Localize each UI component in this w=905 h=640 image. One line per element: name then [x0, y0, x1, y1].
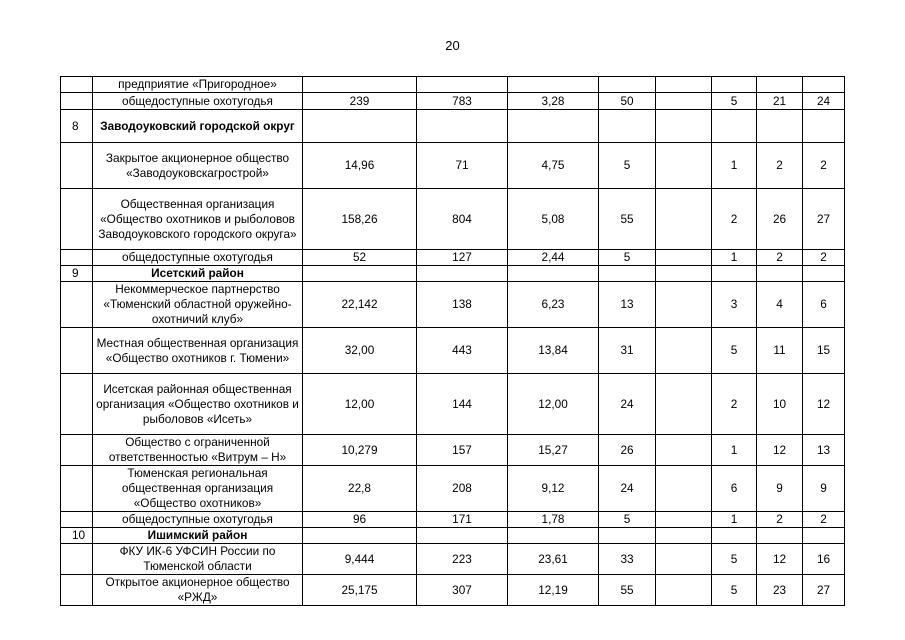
area-cell: 14,96 [303, 143, 417, 189]
limit-b-cell: 11 [757, 328, 803, 374]
quota-cell: 5 [599, 512, 656, 528]
row-number-cell: 8 [61, 110, 93, 143]
limit-b-cell [757, 110, 803, 143]
organization-cell: Закрытое акционерное общество «Заводоуковскагрострой» [93, 143, 303, 189]
density-cell [508, 77, 599, 93]
empty-cell [656, 282, 712, 328]
density-cell: 12,00 [508, 374, 599, 435]
count-cell: 144 [417, 374, 508, 435]
density-cell: 13,84 [508, 328, 599, 374]
empty-cell [656, 143, 712, 189]
density-cell: 4,75 [508, 143, 599, 189]
table-row [61, 250, 845, 266]
limit-a-cell: 1 [712, 512, 757, 528]
density-cell: 3,28 [508, 93, 599, 110]
area-cell: 9,444 [303, 544, 417, 575]
density-cell: 1,78 [508, 512, 599, 528]
quota-cell: 5 [599, 250, 656, 266]
table-row [61, 374, 845, 435]
limit-b-cell [757, 266, 803, 282]
area-cell: 12,00 [303, 374, 417, 435]
limit-a-cell [712, 528, 757, 544]
quota-cell [599, 110, 656, 143]
count-cell: 307 [417, 575, 508, 606]
organization-cell: Открытое акционерное общество «РЖД» [93, 575, 303, 606]
row-number-cell [61, 328, 93, 374]
table-row [61, 189, 845, 250]
limit-c-cell: 16 [803, 544, 845, 575]
empty-cell [656, 512, 712, 528]
row-number-cell [61, 575, 93, 606]
limit-c-cell: 2 [803, 512, 845, 528]
quota-cell: 50 [599, 93, 656, 110]
table-row [61, 282, 845, 328]
section-row [61, 266, 845, 282]
area-cell: 239 [303, 93, 417, 110]
count-cell: 804 [417, 189, 508, 250]
row-number-cell [61, 435, 93, 466]
empty-cell [656, 77, 712, 93]
count-cell [417, 110, 508, 143]
density-cell: 9,12 [508, 466, 599, 512]
area-cell: 22,8 [303, 466, 417, 512]
section-row [61, 110, 845, 143]
area-cell: 52 [303, 250, 417, 266]
limit-b-cell: 23 [757, 575, 803, 606]
limit-b-cell: 4 [757, 282, 803, 328]
limit-a-cell: 5 [712, 328, 757, 374]
area-cell [303, 266, 417, 282]
limit-c-cell [803, 110, 845, 143]
count-cell: 157 [417, 435, 508, 466]
organization-cell: общедоступные охотугодья [93, 250, 303, 266]
limit-b-cell [757, 528, 803, 544]
density-cell: 23,61 [508, 544, 599, 575]
limit-b-cell [757, 77, 803, 93]
table-row [61, 466, 845, 512]
organization-cell: ФКУ ИК-6 УФСИН России по Тюменской области [93, 544, 303, 575]
table-row [61, 93, 845, 110]
quota-cell: 13 [599, 282, 656, 328]
limit-b-cell: 21 [757, 93, 803, 110]
row-number-cell [61, 544, 93, 575]
area-cell: 25,175 [303, 575, 417, 606]
count-cell: 223 [417, 544, 508, 575]
organization-cell: Исетский район [93, 266, 303, 282]
area-cell: 22,142 [303, 282, 417, 328]
table-row [61, 512, 845, 528]
empty-cell [656, 575, 712, 606]
table-row [61, 328, 845, 374]
quota-cell [599, 266, 656, 282]
organization-cell: Тюменская региональная общественная организация «Общество охотников» [93, 466, 303, 512]
limit-a-cell [712, 77, 757, 93]
count-cell: 171 [417, 512, 508, 528]
empty-cell [656, 544, 712, 575]
area-cell: 96 [303, 512, 417, 528]
density-cell [508, 528, 599, 544]
quota-cell [599, 77, 656, 93]
limit-c-cell: 2 [803, 250, 845, 266]
limit-b-cell: 2 [757, 250, 803, 266]
count-cell: 783 [417, 93, 508, 110]
limit-a-cell: 5 [712, 93, 757, 110]
count-cell: 127 [417, 250, 508, 266]
row-number-cell [61, 77, 93, 93]
row-number-cell: 10 [61, 528, 93, 544]
limit-a-cell: 2 [712, 189, 757, 250]
count-cell [417, 528, 508, 544]
quota-cell: 31 [599, 328, 656, 374]
limit-a-cell [712, 266, 757, 282]
limit-a-cell: 1 [712, 250, 757, 266]
row-number-cell [61, 143, 93, 189]
quota-cell: 26 [599, 435, 656, 466]
row-number-cell [61, 282, 93, 328]
area-cell: 10,279 [303, 435, 417, 466]
limit-c-cell: 27 [803, 189, 845, 250]
limit-b-cell: 2 [757, 143, 803, 189]
organization-cell: общедоступные охотугодья [93, 93, 303, 110]
organization-cell: Местная общественная организация «Общество охотников г. Тюмени» [93, 328, 303, 374]
limit-c-cell: 6 [803, 282, 845, 328]
limit-b-cell: 2 [757, 512, 803, 528]
hunting-grounds-table [60, 76, 845, 606]
density-cell: 6,23 [508, 282, 599, 328]
empty-cell [656, 466, 712, 512]
row-number-cell [61, 374, 93, 435]
table-row [61, 544, 845, 575]
limit-c-cell: 9 [803, 466, 845, 512]
organization-cell: общедоступные охотугодья [93, 512, 303, 528]
empty-cell [656, 110, 712, 143]
empty-cell [656, 328, 712, 374]
limit-c-cell [803, 266, 845, 282]
limit-a-cell: 5 [712, 544, 757, 575]
density-cell [508, 266, 599, 282]
limit-c-cell: 13 [803, 435, 845, 466]
limit-a-cell: 1 [712, 143, 757, 189]
limit-a-cell: 3 [712, 282, 757, 328]
area-cell [303, 77, 417, 93]
row-number-cell [61, 512, 93, 528]
empty-cell [656, 250, 712, 266]
table-row [61, 77, 845, 93]
quota-cell: 24 [599, 374, 656, 435]
count-cell: 138 [417, 282, 508, 328]
empty-cell [656, 266, 712, 282]
empty-cell [656, 374, 712, 435]
density-cell [508, 110, 599, 143]
empty-cell [656, 435, 712, 466]
organization-cell: Ишимский район [93, 528, 303, 544]
limit-b-cell: 9 [757, 466, 803, 512]
row-number-cell [61, 93, 93, 110]
row-number-cell [61, 466, 93, 512]
limit-a-cell: 2 [712, 374, 757, 435]
count-cell [417, 77, 508, 93]
organization-cell: Заводоуковский городской округ [93, 110, 303, 143]
count-cell [417, 266, 508, 282]
organization-cell: Некоммерческое партнерство «Тюменский областной оружейно-охотничий клуб» [93, 282, 303, 328]
organization-cell: Общественная организация «Общество охотников и рыболовов Заводоуковского городского округа» [93, 189, 303, 250]
quota-cell [599, 528, 656, 544]
limit-c-cell: 12 [803, 374, 845, 435]
organization-cell: Общество с ограниченной ответственностью «Витрум – Н» [93, 435, 303, 466]
table-row [61, 435, 845, 466]
limit-b-cell: 26 [757, 189, 803, 250]
limit-a-cell: 6 [712, 466, 757, 512]
quota-cell: 5 [599, 143, 656, 189]
limit-b-cell: 12 [757, 435, 803, 466]
area-cell: 158,26 [303, 189, 417, 250]
row-number-cell: 9 [61, 266, 93, 282]
quota-cell: 55 [599, 189, 656, 250]
limit-c-cell: 15 [803, 328, 845, 374]
limit-c-cell: 27 [803, 575, 845, 606]
limit-c-cell: 2 [803, 143, 845, 189]
table-row [61, 575, 845, 606]
limit-c-cell: 24 [803, 93, 845, 110]
area-cell [303, 110, 417, 143]
count-cell: 208 [417, 466, 508, 512]
empty-cell [656, 93, 712, 110]
limit-b-cell: 12 [757, 544, 803, 575]
area-cell [303, 528, 417, 544]
count-cell: 71 [417, 143, 508, 189]
density-cell: 2,44 [508, 250, 599, 266]
quota-cell: 33 [599, 544, 656, 575]
table-row [61, 143, 845, 189]
count-cell: 443 [417, 328, 508, 374]
quota-cell: 55 [599, 575, 656, 606]
limit-b-cell: 10 [757, 374, 803, 435]
limit-c-cell [803, 77, 845, 93]
section-row [61, 528, 845, 544]
area-cell: 32,00 [303, 328, 417, 374]
row-number-cell [61, 250, 93, 266]
page-number: 20 [445, 38, 460, 53]
quota-cell: 24 [599, 466, 656, 512]
organization-cell: Исетская районная общественная организация «Общество охотников и рыболовов «Исеть» [93, 374, 303, 435]
organization-cell: предприятие «Пригородное» [93, 77, 303, 93]
row-number-cell [61, 189, 93, 250]
limit-a-cell: 1 [712, 435, 757, 466]
table-body [61, 77, 845, 606]
limit-c-cell [803, 528, 845, 544]
density-cell: 15,27 [508, 435, 599, 466]
density-cell: 12,19 [508, 575, 599, 606]
empty-cell [656, 528, 712, 544]
density-cell: 5,08 [508, 189, 599, 250]
empty-cell [656, 189, 712, 250]
limit-a-cell: 5 [712, 575, 757, 606]
limit-a-cell [712, 110, 757, 143]
